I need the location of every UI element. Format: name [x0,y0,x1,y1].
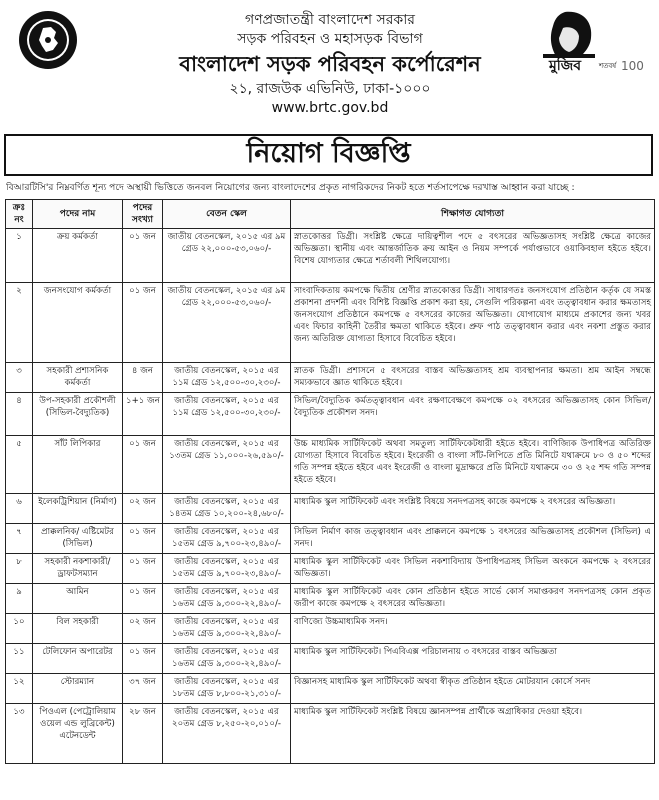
table-header-row [6,200,655,229]
row-qualification: সাংবাদিকতায় কমপক্ষে দ্বিতীয় শ্রেণীর স্নাতকোত্তর ডিগ্রী। সাধারণতঃ জনসংযোগ প্রতিষ্ঠান কর্তৃক যে সমস্ত প্রকাশনা প্রদর্শনী এবং বিশিষ্ট বিজ্ঞপ্তি প্রকাশ করা হয়, সেগুলি পরিকল্পনা এবং তত্ত্বাবধান করার ক্ষমতাসহ জনসংযোগ প্রতিষ্ঠানে কমপক্ষে ৫ বৎসরের কাজের অভিজ্ঞতা। যোগাযোগ মাধ্যমে প্রকাশের জন্য খবর এবং ফিচার কাহিনী তৈরীর ক্ষমতা থাকিতে হইবে। প্রুফ পাঠ তত্ত্বাবধান করার এবং নকশা প্রস্তুত করার জন্য অতিরিক্ত যোগ্যতা হিসাবে বিবেচিত হইবে। [291,283,655,363]
row-post-name: বিল সহকারী [33,614,123,644]
row-qualification: মাধ্যমিক স্কুল সার্টিফিকেট সংশ্লিষ্ট বিষয়ে জ্ঞানসম্পন্ন প্রার্থীকে অগ্রাধিকার দেওয়া হইবে। [291,704,655,764]
row-post-count: ৩৭ জন [123,674,163,704]
notice-intro-text: বিআরটিসি'র নিম্নবর্ণিত শূন্য পদে অস্থায়ী ভিত্তিতে জনবল নিয়োগের জন্য বাংলাদেশের প্রকৃত নাগরিকদের নিকট হতে শর্তসাপেক্ষে দরখাস্ত আহ্বান করা যাচ্ছে : [6,182,575,193]
row-post-count: ০১ জন [123,554,163,584]
row-qualification: উচ্চ মাধ্যমিক সার্টিফিকেট অথবা সমতুল্য সার্টিফিকেটধারী হইতে হইবে। বাণিজ্যিক উপাধিপত্র অতিরিক্ত যোগ্যতা হিসাবে বিবেচিত হইবে। ইংরেজী ও বাংলা সাঁট-লিপিতে প্রতি মিনিটে যথাক্রমে ৮০ ও ৫০ শব্দের গতি সম্পন্ন হইতে হইবে এবং ইংরেজী ও বাংলা মুদ্রাক্ষরে প্রতি মিনিটে যথাক্রমে ৩০ ও ২৫ শব্দ গতি সম্পন্ন হইতে হইবে। [291,436,655,494]
row-post-name: উপ-সহকারী প্রকৌশলী (সিভিল-বৈদ্যুতিক) [33,393,123,436]
row-qualification: সিভিল/বৈদ্যুতিক কর্মতত্ত্বাবধান এবং রক্ষণাবেক্ষণে কমপক্ষে ০২ বৎসরের অভিজ্ঞতাসহ কোন সিভিল/বৈদ্যুতিক প্রকৌশল সনদ। [291,393,655,436]
row-qualification: বিজ্ঞানসহ মাধ্যমিক স্কুল সার্টিফিকেট অথবা স্বীকৃত প্রতিষ্ঠান হইতে মোটরযান কোর্সে সনদ [291,674,655,704]
row-serial: ৫ [6,436,33,494]
svg-text:শতবর্ষ: শতবর্ষ [599,62,617,70]
row-post-count: ০১ জন [123,584,163,614]
notice-header [0,0,659,134]
row-post-name: ক্রয় কর্মকর্তা [33,229,123,283]
row-pay-scale: জাতীয় বেতনস্কেল, ২০১৫ এর ৯ম গ্রেড ২২,০০০-৫৩,০৬০/- [163,283,291,363]
row-qualification: সিভিল নির্মাণ কাজ তত্ত্বাবধান এবং প্রাক্কলনে কমপক্ষে ১ বৎসরের অভিজ্ঞতাসহ প্রকৌশল (সিভিল) এ সনদ। [291,524,655,554]
row-serial: ১১ [6,644,33,674]
row-post-count: ০১ জন [123,229,163,283]
row-serial: ৯ [6,584,33,614]
header-organization-name: বাংলাদেশ সড়ক পরিবহন কর্পোরেশন [179,52,481,76]
row-pay-scale: জাতীয় বেতনস্কেল, ২০১৫ এর ১৫তম গ্রেড ৯,৭০০-২৩,৪৯০/- [163,524,291,554]
row-pay-scale: জাতীয় বেতনস্কেল, ২০১৫ এর ১৬তম গ্রেড ৯,৩০০-২২,৪৯০/- [163,614,291,644]
row-post-name: টেলিফোন অপারেটর [33,644,123,674]
row-pay-scale: জাতীয় বেতনস্কেল, ২০১৫ এর ১৪তম গ্রেড ১০,২০০-২৪,৬৮০/- [163,494,291,524]
row-post-count: ০১ জন [123,436,163,494]
header-post-name: পদের নাম [33,200,123,229]
row-pay-scale: জাতীয় বেতনস্কেল, ২০১৫ এর ১৫তম গ্রেড ৯,৭০০-২৩,৪৯০/- [163,554,291,584]
vacancy-table [5,199,655,764]
header-division-line: সড়ক পরিবহন ও মহাসড়ক বিভাগ [237,31,423,47]
table-row [6,436,655,494]
row-serial: ১৩ [6,704,33,764]
row-serial: ৭ [6,524,33,554]
row-post-count: ০১ জন [123,283,163,363]
header-address: ২১, রাজউক এভিনিউ, ঢাকা-১০০০ [229,81,431,97]
row-pay-scale: জাতীয় বেতনস্কেল, ২০১৫ এর ১৩তম গ্রেড ১১,০০০-২৬,৫৯০/- [163,436,291,494]
row-serial: ১২ [6,674,33,704]
header-government-line: গণপ্রজাতন্ত্রী বাংলাদেশ সরকার [245,12,415,28]
table-row [6,554,655,584]
row-serial: ৪ [6,393,33,436]
row-post-name: জনসংযোগ কর্মকর্তা [33,283,123,363]
svg-text:মুজিব: মুজিব [549,58,582,74]
row-post-name: সাঁট লিপিকার [33,436,123,494]
row-post-name: প্রাক্কলনিক/ এষ্টিমেটর (সিভিল) [33,524,123,554]
row-post-count: ০২ জন [123,494,163,524]
header-post-count: পদের সংখ্যা [123,200,163,229]
header-website-link[interactable]: www.brtc.gov.bd [271,100,389,116]
table-row [6,393,655,436]
row-post-name: পিওএল (পেট্রোলিয়াম ওয়েল এন্ড লুব্রিকেন্ট) এটেনডেন্ট [33,704,123,764]
table-row [6,584,655,614]
row-post-count: ২৮ জন [123,704,163,764]
row-post-count: ০১ জন [123,524,163,554]
row-pay-scale: জাতীয় বেতনস্কেল, ২০১৫ এর ৯ম গ্রেড ২২,০০০-৫৩,০৬০/- [163,229,291,283]
row-post-name: ইলেকট্রিশিয়ান (নির্মাণ) [33,494,123,524]
notice-title: নিয়োগ বিজ্ঞপ্তি [4,134,653,176]
row-post-count: ৪ জন [123,363,163,393]
row-qualification: মাধ্যমিক স্কুল সার্টিফিকেট এবং সিভিল নকশাবিদ্যায় উপাধিপত্রসহ সিভিল অংকনে কমপক্ষে ২ বৎসরের অভিজ্ঞতা। [291,554,655,584]
header-pay-scale: বেতন স্কেল [163,200,291,229]
row-pay-scale: জাতীয় বেতনস্কেল, ২০১৫ এর ১৬তম গ্রেড ৯,৩০০-২২,৪৯০/- [163,584,291,614]
row-pay-scale: জাতীয় বেতনস্কেল, ২০১৫ এর ২০তম গ্রেড ৮,২৫০-২০,০১০/- [163,704,291,764]
row-pay-scale: জাতীয় বেতনস্কেল, ২০১৫ এর ১৬তম গ্রেড ৯,৩০০-২২,৪৯০/- [163,644,291,674]
header-qualification: শিক্ষাগত যোগ্যতা [291,200,655,229]
row-post-name: সহকারী নকশাকারী/ ড্রাফটসম্যান [33,554,123,584]
row-serial: ৬ [6,494,33,524]
row-post-count: ১+১ জন [123,393,163,436]
table-row [6,363,655,393]
row-post-count: ০২ জন [123,614,163,644]
row-serial: ৮ [6,554,33,584]
table-row [6,644,655,674]
brtc-logo [18,10,78,70]
table-row [6,704,655,764]
row-serial: ১ [6,229,33,283]
svg-text:100: 100 [621,59,644,73]
table-row [6,283,655,363]
row-qualification: বাণিজ্যে উচ্চমাধ্যমিক সনদ। [291,614,655,644]
row-qualification: স্নাতকোত্তর ডিগ্রী। সংশ্লিষ্ট ক্ষেত্রে দায়িত্বশীল পদে ৫ বৎসরের অভিজ্ঞতাসহ সংশ্লিষ্ট ক্ষেত্রে কাজের অভিজ্ঞতা। স্থানীয় এবং আন্তর্জাতিক ক্রয় আইন ও নিয়ম সম্পর্কে পর্যাপ্তভাবে ওয়াকিবহাল হইতে হইবে। বিশেষ যোগ্যতার ক্ষেত্রে শর্তাবলী শিথিলযোগ্য। [291,229,655,283]
row-post-name: সহকারী প্রশাসনিক কর্মকর্তা [33,363,123,393]
row-pay-scale: জাতীয় বেতনস্কেল, ২০১৫ এর ১১ম গ্রেড ১২,৫০০-৩০,২৩০/- [163,363,291,393]
row-serial: ১০ [6,614,33,644]
row-pay-scale: জাতীয় বেতনস্কেল, ২০১৫ এর ১৮তম গ্রেড ৮,৮০০-২১,৩১০/- [163,674,291,704]
table-row [6,494,655,524]
row-serial: ৩ [6,363,33,393]
row-serial: ২ [6,283,33,363]
table-row [6,229,655,283]
row-qualification: মাধ্যমিক স্কুল সার্টিফিকেট এবং কোন প্রতিষ্ঠান হইতে সার্ভে কোর্স সমাপ্তকরণ সনদপত্রসহ কোন প্রকৃত জরীপ কাজে কমপক্ষে ২ বৎসরের অভিজ্ঞতা। [291,584,655,614]
row-post-count: ০১ জন [123,644,163,674]
row-post-name: স্টোরম্যান [33,674,123,704]
table-row [6,674,655,704]
table-row [6,614,655,644]
row-qualification: স্নাতক ডিগ্রী। প্রশাসনে ৫ বৎসরের বাস্তব অভিজ্ঞতাসহ শ্রম ব্যবস্থাপনার ক্ষমতা। শ্রম আইন সম্বন্ধে সম্যকভাবে জ্ঞাত থাকিতে হইবে। [291,363,655,393]
row-pay-scale: জাতীয় বেতনস্কেল, ২০১৫ এর ১১ম গ্রেড ১২,৫০০-৩০,২৩০/- [163,393,291,436]
row-qualification: মাধ্যমিক স্কুল সার্টিফিকেট। পিএবিএক্স পরিচালনায় ৩ বৎসরের বাস্তব অভিজ্ঞতা [291,644,655,674]
row-post-name: আমিন [33,584,123,614]
row-qualification: মাধ্যমিক স্কুল সার্টিফিকেট এবং সংশ্লিষ্ট বিষয়ে সনদপত্রসহ কাজে কমপক্ষে ২ বৎসরের অভিজ্ঞতা। [291,494,655,524]
header-serial: ক্রঃ নং [6,200,33,229]
table-row [6,524,655,554]
